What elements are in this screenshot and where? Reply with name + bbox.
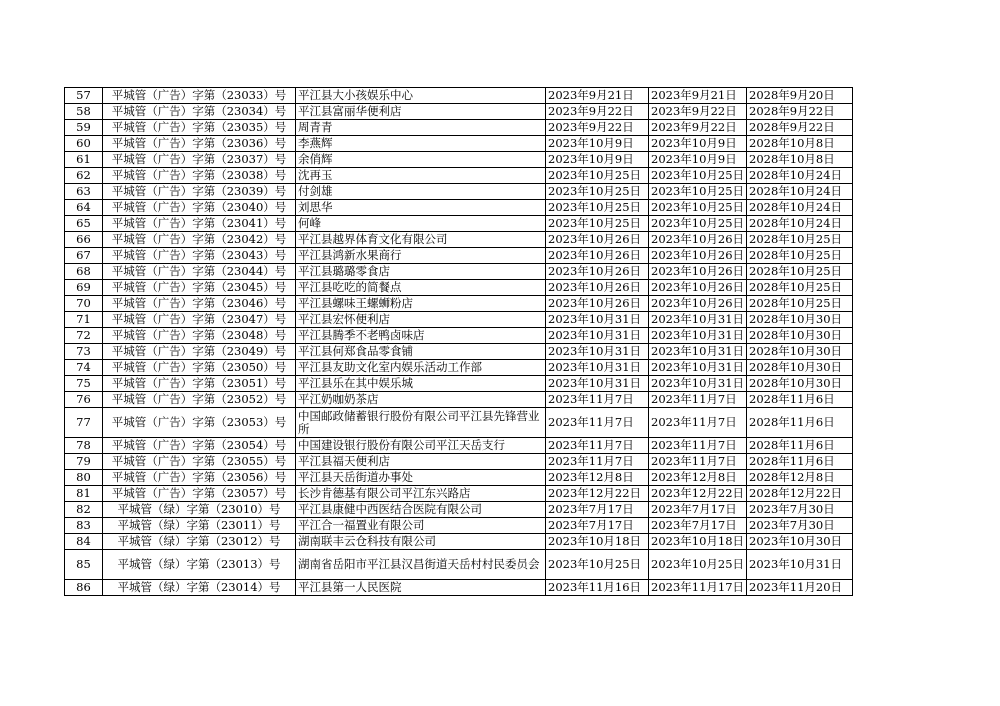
valid-until-date-cell: 2028年10月8日 bbox=[747, 152, 853, 168]
valid-from-date-cell: 2023年10月31日 bbox=[649, 360, 747, 376]
valid-until-date-cell: 2028年9月20日 bbox=[747, 88, 853, 104]
row-number-cell: 65 bbox=[65, 216, 103, 232]
valid-until-date-cell: 2023年10月30日 bbox=[747, 534, 853, 550]
decision-date-cell: 2023年10月31日 bbox=[546, 312, 649, 328]
valid-until-date-cell: 2028年11月6日 bbox=[747, 408, 853, 438]
holder-name-cell: 平江县乐在其中娱乐城 bbox=[296, 376, 546, 392]
table-row bbox=[65, 184, 853, 200]
valid-until-date-cell: 2023年11月20日 bbox=[747, 580, 853, 596]
valid-until-date-cell: 2028年11月6日 bbox=[747, 392, 853, 408]
decision-date-cell: 2023年9月22日 bbox=[546, 120, 649, 136]
table-row bbox=[65, 136, 853, 152]
decision-date-cell: 2023年10月25日 bbox=[546, 550, 649, 580]
table-row bbox=[65, 518, 853, 534]
valid-until-date-cell: 2028年10月24日 bbox=[747, 184, 853, 200]
holder-name-cell: 湖南省岳阳市平江县汉昌街道天岳村村民委员会 bbox=[296, 550, 546, 580]
valid-from-date-cell: 2023年10月26日 bbox=[649, 280, 747, 296]
decision-date-cell: 2023年10月25日 bbox=[546, 184, 649, 200]
table-row bbox=[65, 152, 853, 168]
table-row bbox=[65, 502, 853, 518]
row-number-cell: 58 bbox=[65, 104, 103, 120]
permit-number-cell: 平城管（广告）字第（23038）号 bbox=[103, 168, 296, 184]
holder-name-cell: 平江县富丽华便利店 bbox=[296, 104, 546, 120]
valid-until-date-cell: 2028年10月30日 bbox=[747, 376, 853, 392]
decision-date-cell: 2023年10月25日 bbox=[546, 216, 649, 232]
valid-until-date-cell: 2028年10月30日 bbox=[747, 360, 853, 376]
valid-from-date-cell: 2023年10月31日 bbox=[649, 344, 747, 360]
row-number-cell: 80 bbox=[65, 470, 103, 486]
holder-name-cell: 沈再玉 bbox=[296, 168, 546, 184]
permit-number-cell: 平城管（绿）字第（23013）号 bbox=[103, 550, 296, 580]
permit-number-cell: 平城管（广告）字第（23046）号 bbox=[103, 296, 296, 312]
decision-date-cell: 2023年10月18日 bbox=[546, 534, 649, 550]
table-row bbox=[65, 120, 853, 136]
decision-date-cell: 2023年10月9日 bbox=[546, 136, 649, 152]
row-number-cell: 70 bbox=[65, 296, 103, 312]
permit-number-cell: 平城管（绿）字第（23012）号 bbox=[103, 534, 296, 550]
valid-until-date-cell: 2028年10月30日 bbox=[747, 312, 853, 328]
decision-date-cell: 2023年11月7日 bbox=[546, 438, 649, 454]
valid-until-date-cell: 2028年9月22日 bbox=[747, 104, 853, 120]
decision-date-cell: 2023年11月7日 bbox=[546, 408, 649, 438]
valid-until-date-cell: 2028年10月25日 bbox=[747, 232, 853, 248]
row-number-cell: 75 bbox=[65, 376, 103, 392]
table-row bbox=[65, 312, 853, 328]
table-row bbox=[65, 328, 853, 344]
table-row bbox=[65, 408, 853, 438]
row-number-cell: 78 bbox=[65, 438, 103, 454]
holder-name-cell: 平江县螺味王螺蛳粉店 bbox=[296, 296, 546, 312]
decision-date-cell: 2023年10月31日 bbox=[546, 328, 649, 344]
permit-number-cell: 平城管（广告）字第（23047）号 bbox=[103, 312, 296, 328]
permit-number-cell: 平城管（广告）字第（23039）号 bbox=[103, 184, 296, 200]
valid-until-date-cell: 2028年12月8日 bbox=[747, 470, 853, 486]
holder-name-cell: 中国建设银行股份有限公司平江天岳支行 bbox=[296, 438, 546, 454]
decision-date-cell: 2023年10月31日 bbox=[546, 360, 649, 376]
table-row bbox=[65, 88, 853, 104]
decision-date-cell: 2023年10月26日 bbox=[546, 296, 649, 312]
valid-from-date-cell: 2023年10月31日 bbox=[649, 376, 747, 392]
valid-until-date-cell: 2028年10月25日 bbox=[747, 248, 853, 264]
decision-date-cell: 2023年10月26日 bbox=[546, 248, 649, 264]
decision-date-cell: 2023年10月25日 bbox=[546, 168, 649, 184]
valid-from-date-cell: 2023年9月22日 bbox=[649, 104, 747, 120]
holder-name-cell: 中国邮政储蓄银行股份有限公司平江县先锋营业所 bbox=[296, 408, 546, 438]
decision-date-cell: 2023年11月16日 bbox=[546, 580, 649, 596]
valid-until-date-cell: 2028年10月24日 bbox=[747, 200, 853, 216]
permit-number-cell: 平城管（广告）字第（23042）号 bbox=[103, 232, 296, 248]
table-row bbox=[65, 104, 853, 120]
row-number-cell: 62 bbox=[65, 168, 103, 184]
table-row bbox=[65, 580, 853, 596]
table-row bbox=[65, 344, 853, 360]
valid-from-date-cell: 2023年11月17日 bbox=[649, 580, 747, 596]
valid-from-date-cell: 2023年10月25日 bbox=[649, 550, 747, 580]
holder-name-cell: 平江县吃吃的简餐点 bbox=[296, 280, 546, 296]
permit-number-cell: 平城管（广告）字第（23040）号 bbox=[103, 200, 296, 216]
decision-date-cell: 2023年9月21日 bbox=[546, 88, 649, 104]
row-number-cell: 61 bbox=[65, 152, 103, 168]
holder-name-cell: 平江县越界体育文化有限公司 bbox=[296, 232, 546, 248]
valid-until-date-cell: 2028年10月8日 bbox=[747, 136, 853, 152]
row-number-cell: 76 bbox=[65, 392, 103, 408]
holder-name-cell: 平江县腾季不老鸭卤味店 bbox=[296, 328, 546, 344]
permit-number-cell: 平城管（广告）字第（23044）号 bbox=[103, 264, 296, 280]
valid-from-date-cell: 2023年9月21日 bbox=[649, 88, 747, 104]
decision-date-cell: 2023年10月26日 bbox=[546, 264, 649, 280]
valid-until-date-cell: 2028年10月24日 bbox=[747, 216, 853, 232]
valid-from-date-cell: 2023年10月31日 bbox=[649, 328, 747, 344]
row-number-cell: 69 bbox=[65, 280, 103, 296]
decision-date-cell: 2023年10月26日 bbox=[546, 280, 649, 296]
holder-name-cell: 刘思华 bbox=[296, 200, 546, 216]
permit-number-cell: 平城管（绿）字第（23014）号 bbox=[103, 580, 296, 596]
table-row bbox=[65, 438, 853, 454]
valid-from-date-cell: 2023年7月17日 bbox=[649, 518, 747, 534]
valid-until-date-cell: 2023年7月30日 bbox=[747, 502, 853, 518]
decision-date-cell: 2023年7月17日 bbox=[546, 502, 649, 518]
table-row bbox=[65, 200, 853, 216]
row-number-cell: 84 bbox=[65, 534, 103, 550]
row-number-cell: 77 bbox=[65, 408, 103, 438]
permit-number-cell: 平城管（广告）字第（23055）号 bbox=[103, 454, 296, 470]
permit-number-cell: 平城管（广告）字第（23037）号 bbox=[103, 152, 296, 168]
table-row bbox=[65, 534, 853, 550]
row-number-cell: 71 bbox=[65, 312, 103, 328]
valid-from-date-cell: 2023年10月26日 bbox=[649, 296, 747, 312]
valid-from-date-cell: 2023年10月26日 bbox=[649, 232, 747, 248]
valid-from-date-cell: 2023年10月18日 bbox=[649, 534, 747, 550]
valid-until-date-cell: 2028年12月22日 bbox=[747, 486, 853, 502]
holder-name-cell: 平江县福天便利店 bbox=[296, 454, 546, 470]
decision-date-cell: 2023年11月7日 bbox=[546, 454, 649, 470]
valid-until-date-cell: 2028年11月6日 bbox=[747, 454, 853, 470]
holder-name-cell: 平江县天岳街道办事处 bbox=[296, 470, 546, 486]
row-number-cell: 68 bbox=[65, 264, 103, 280]
valid-from-date-cell: 2023年10月9日 bbox=[649, 136, 747, 152]
decision-date-cell: 2023年10月31日 bbox=[546, 376, 649, 392]
permit-number-cell: 平城管（广告）字第（23034）号 bbox=[103, 104, 296, 120]
row-number-cell: 67 bbox=[65, 248, 103, 264]
valid-from-date-cell: 2023年11月7日 bbox=[649, 454, 747, 470]
valid-until-date-cell: 2028年10月25日 bbox=[747, 264, 853, 280]
row-number-cell: 81 bbox=[65, 486, 103, 502]
holder-name-cell: 平江县宏怀便利店 bbox=[296, 312, 546, 328]
holder-name-cell: 平江县何郑食品零食铺 bbox=[296, 344, 546, 360]
valid-from-date-cell: 2023年11月7日 bbox=[649, 392, 747, 408]
valid-until-date-cell: 2028年9月22日 bbox=[747, 120, 853, 136]
valid-until-date-cell: 2028年10月25日 bbox=[747, 296, 853, 312]
row-number-cell: 63 bbox=[65, 184, 103, 200]
permit-number-cell: 平城管（广告）字第（23041）号 bbox=[103, 216, 296, 232]
permit-number-cell: 平城管（广告）字第（23051）号 bbox=[103, 376, 296, 392]
row-number-cell: 73 bbox=[65, 344, 103, 360]
valid-from-date-cell: 2023年11月7日 bbox=[649, 438, 747, 454]
decision-date-cell: 2023年12月8日 bbox=[546, 470, 649, 486]
holder-name-cell: 湖南联丰云仓科技有限公司 bbox=[296, 534, 546, 550]
permit-table bbox=[64, 87, 853, 596]
decision-date-cell: 2023年10月31日 bbox=[546, 344, 649, 360]
permit-number-cell: 平城管（广告）字第（23050）号 bbox=[103, 360, 296, 376]
valid-until-date-cell: 2028年11月6日 bbox=[747, 438, 853, 454]
permit-number-cell: 平城管（广告）字第（23035）号 bbox=[103, 120, 296, 136]
permit-number-cell: 平城管（广告）字第（23048）号 bbox=[103, 328, 296, 344]
valid-from-date-cell: 2023年12月8日 bbox=[649, 470, 747, 486]
permit-number-cell: 平城管（绿）字第（23010）号 bbox=[103, 502, 296, 518]
valid-until-date-cell: 2023年10月31日 bbox=[747, 550, 853, 580]
row-number-cell: 85 bbox=[65, 550, 103, 580]
permit-number-cell: 平城管（广告）字第（23045）号 bbox=[103, 280, 296, 296]
valid-from-date-cell: 2023年10月25日 bbox=[649, 184, 747, 200]
table-row bbox=[65, 470, 853, 486]
row-number-cell: 86 bbox=[65, 580, 103, 596]
table-row bbox=[65, 248, 853, 264]
row-number-cell: 74 bbox=[65, 360, 103, 376]
decision-date-cell: 2023年11月7日 bbox=[546, 392, 649, 408]
decision-date-cell: 2023年9月22日 bbox=[546, 104, 649, 120]
holder-name-cell: 平江县大小孩娱乐中心 bbox=[296, 88, 546, 104]
decision-date-cell: 2023年10月26日 bbox=[546, 232, 649, 248]
valid-from-date-cell: 2023年10月25日 bbox=[649, 168, 747, 184]
valid-from-date-cell: 2023年7月17日 bbox=[649, 502, 747, 518]
holder-name-cell: 周青青 bbox=[296, 120, 546, 136]
valid-until-date-cell: 2028年10月25日 bbox=[747, 280, 853, 296]
table-row bbox=[65, 392, 853, 408]
row-number-cell: 60 bbox=[65, 136, 103, 152]
row-number-cell: 72 bbox=[65, 328, 103, 344]
permit-table-body bbox=[65, 88, 853, 596]
permit-number-cell: 平城管（绿）字第（23011）号 bbox=[103, 518, 296, 534]
permit-number-cell: 平城管（广告）字第（23057）号 bbox=[103, 486, 296, 502]
table-row bbox=[65, 454, 853, 470]
valid-from-date-cell: 2023年10月26日 bbox=[649, 248, 747, 264]
row-number-cell: 83 bbox=[65, 518, 103, 534]
table-row bbox=[65, 216, 853, 232]
holder-name-cell: 长沙肯德基有限公司平江东兴路店 bbox=[296, 486, 546, 502]
permit-number-cell: 平城管（广告）字第（23054）号 bbox=[103, 438, 296, 454]
permit-number-cell: 平城管（广告）字第（23036）号 bbox=[103, 136, 296, 152]
holder-name-cell: 李燕辉 bbox=[296, 136, 546, 152]
row-number-cell: 66 bbox=[65, 232, 103, 248]
valid-from-date-cell: 2023年10月26日 bbox=[649, 264, 747, 280]
decision-date-cell: 2023年10月9日 bbox=[546, 152, 649, 168]
table-row bbox=[65, 280, 853, 296]
table-row bbox=[65, 486, 853, 502]
permit-number-cell: 平城管（广告）字第（23052）号 bbox=[103, 392, 296, 408]
table-row bbox=[65, 264, 853, 280]
permit-number-cell: 平城管（广告）字第（23053）号 bbox=[103, 408, 296, 438]
permit-number-cell: 平城管（广告）字第（23043）号 bbox=[103, 248, 296, 264]
holder-name-cell: 平江合一福置业有限公司 bbox=[296, 518, 546, 534]
holder-name-cell: 平江县鸿新水果商行 bbox=[296, 248, 546, 264]
row-number-cell: 59 bbox=[65, 120, 103, 136]
table-row bbox=[65, 168, 853, 184]
decision-date-cell: 2023年10月25日 bbox=[546, 200, 649, 216]
valid-until-date-cell: 2028年10月24日 bbox=[747, 168, 853, 184]
valid-from-date-cell: 2023年10月25日 bbox=[649, 200, 747, 216]
table-row bbox=[65, 376, 853, 392]
table-row bbox=[65, 550, 853, 580]
table-row bbox=[65, 232, 853, 248]
valid-from-date-cell: 2023年12月22日 bbox=[649, 486, 747, 502]
holder-name-cell: 余俏辉 bbox=[296, 152, 546, 168]
holder-name-cell: 付剑雄 bbox=[296, 184, 546, 200]
valid-until-date-cell: 2028年10月30日 bbox=[747, 328, 853, 344]
row-number-cell: 57 bbox=[65, 88, 103, 104]
valid-until-date-cell: 2028年10月30日 bbox=[747, 344, 853, 360]
table-row bbox=[65, 296, 853, 312]
holder-name-cell: 平江县第一人民医院 bbox=[296, 580, 546, 596]
permit-number-cell: 平城管（广告）字第（23056）号 bbox=[103, 470, 296, 486]
decision-date-cell: 2023年7月17日 bbox=[546, 518, 649, 534]
valid-from-date-cell: 2023年9月22日 bbox=[649, 120, 747, 136]
valid-until-date-cell: 2023年7月30日 bbox=[747, 518, 853, 534]
holder-name-cell: 平江县友助文化室内娱乐活动工作部 bbox=[296, 360, 546, 376]
row-number-cell: 79 bbox=[65, 454, 103, 470]
holder-name-cell: 平江奶咖奶茶店 bbox=[296, 392, 546, 408]
holder-name-cell: 何峰 bbox=[296, 216, 546, 232]
permit-number-cell: 平城管（广告）字第（23049）号 bbox=[103, 344, 296, 360]
decision-date-cell: 2023年12月22日 bbox=[546, 486, 649, 502]
row-number-cell: 82 bbox=[65, 502, 103, 518]
holder-name-cell: 平江县璐璐零食店 bbox=[296, 264, 546, 280]
table-row bbox=[65, 360, 853, 376]
holder-name-cell: 平江县康健中西医结合医院有限公司 bbox=[296, 502, 546, 518]
row-number-cell: 64 bbox=[65, 200, 103, 216]
permit-number-cell: 平城管（广告）字第（23033）号 bbox=[103, 88, 296, 104]
valid-from-date-cell: 2023年10月9日 bbox=[649, 152, 747, 168]
valid-from-date-cell: 2023年11月7日 bbox=[649, 408, 747, 438]
valid-from-date-cell: 2023年10月31日 bbox=[649, 312, 747, 328]
valid-from-date-cell: 2023年10月25日 bbox=[649, 216, 747, 232]
